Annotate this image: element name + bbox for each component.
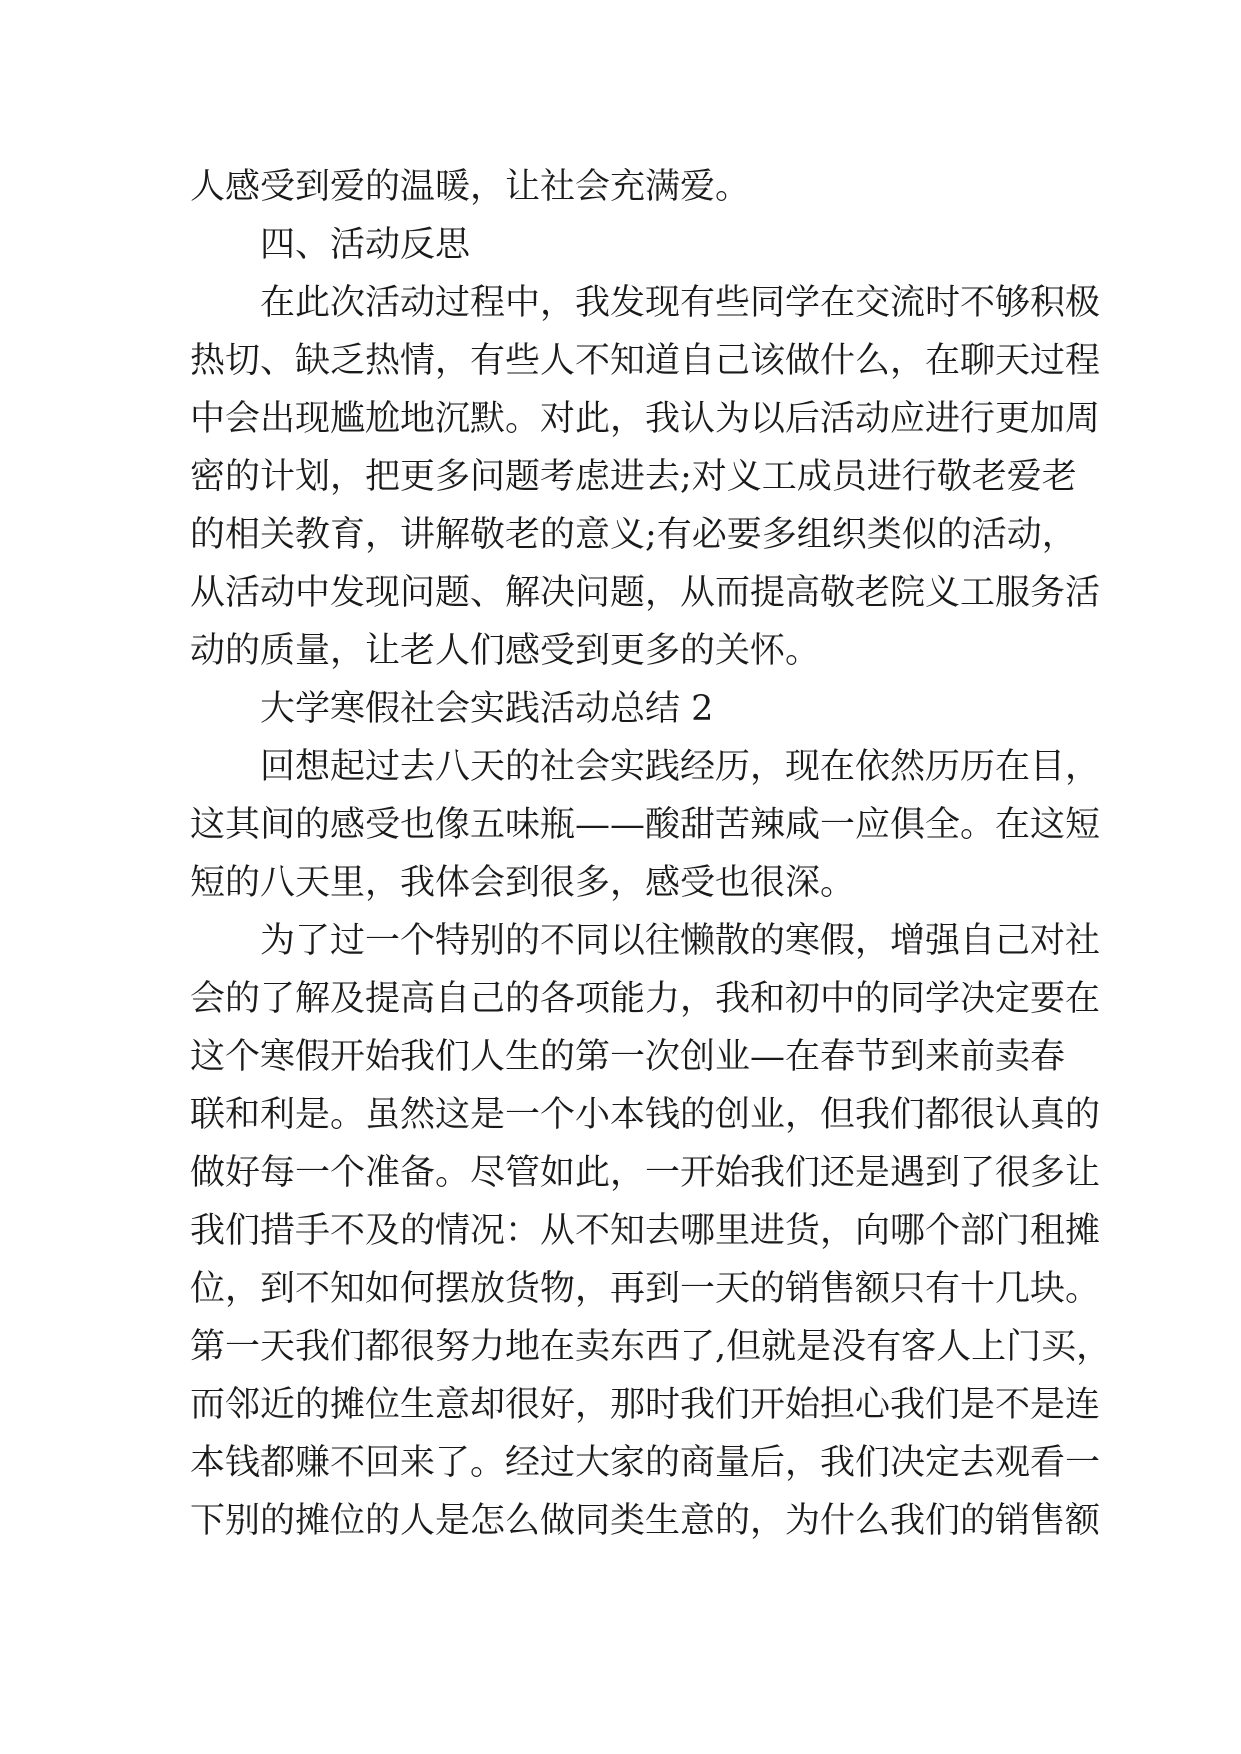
paragraph-line: 联和利是。虽然这是一个小本钱的创业，但我们都很认真的 bbox=[190, 1095, 1101, 1135]
paragraph-line: 短的八天里，我体会到很多，感受也很深。 bbox=[190, 863, 856, 903]
paragraph-line: 本钱都赚不回来了。经过大家的商量后，我们决定去观看一 bbox=[190, 1443, 1101, 1483]
paragraph-line: 的相关教育，讲解敬老的意义;有必要多组织类似的活动， bbox=[190, 515, 1077, 555]
paragraph-line: 会的了解及提高自己的各项能力，我和初中的同学决定要在 bbox=[190, 979, 1101, 1019]
paragraph-line: 在此次活动过程中，我发现有些同学在交流时不够积极 bbox=[260, 283, 1101, 323]
paragraph-line: 人感受到爱的温暖，让社会充满爱。 bbox=[190, 167, 751, 207]
paragraph-line: 动的质量，让老人们感受到更多的关怀。 bbox=[190, 631, 821, 671]
section-heading: 四、活动反思 bbox=[260, 225, 471, 265]
paragraph-line: 密的计划，把更多问题考虑进去;对义工成员进行敬老爱老 bbox=[190, 457, 1077, 497]
paragraph-line: 这个寒假开始我们人生的第一次创业—在春节到来前卖春 bbox=[190, 1037, 1066, 1077]
paragraph-line: 这其间的感受也像五味瓶——酸甜苦辣咸一应俱全。在这短 bbox=[190, 805, 1101, 845]
paragraph-line: 而邻近的摊位生意却很好，那时我们开始担心我们是不是连 bbox=[190, 1385, 1101, 1425]
paragraph-line: 第一天我们都很努力地在卖东西了,但就是没有客人上门买， bbox=[190, 1327, 1112, 1367]
section-heading: 大学寒假社会实践活动总结 2 bbox=[260, 689, 714, 729]
paragraph-line: 为了过一个特别的不同以往懒散的寒假，增强自己对社 bbox=[260, 921, 1101, 961]
paragraph-line: 从活动中发现问题、解决问题，从而提高敬老院义工服务活 bbox=[190, 573, 1101, 613]
paragraph-line: 做好每一个准备。尽管如此，一开始我们还是遇到了很多让 bbox=[190, 1153, 1101, 1193]
paragraph-line: 位，到不知如何摆放货物，再到一天的销售额只有十几块。 bbox=[190, 1269, 1101, 1309]
paragraph-line: 回想起过去八天的社会实践经历，现在依然历历在目， bbox=[260, 747, 1101, 787]
paragraph-line: 热切、缺乏热情，有些人不知道自己该做什么，在聊天过程 bbox=[190, 341, 1101, 381]
paragraph-line: 下别的摊位的人是怎么做同类生意的，为什么我们的销售额 bbox=[190, 1501, 1101, 1541]
paragraph-line: 我们措手不及的情况：从不知去哪里进货，向哪个部门租摊 bbox=[190, 1211, 1101, 1251]
paragraph-line: 中会出现尴尬地沉默。对此，我认为以后活动应进行更加周 bbox=[190, 399, 1101, 439]
